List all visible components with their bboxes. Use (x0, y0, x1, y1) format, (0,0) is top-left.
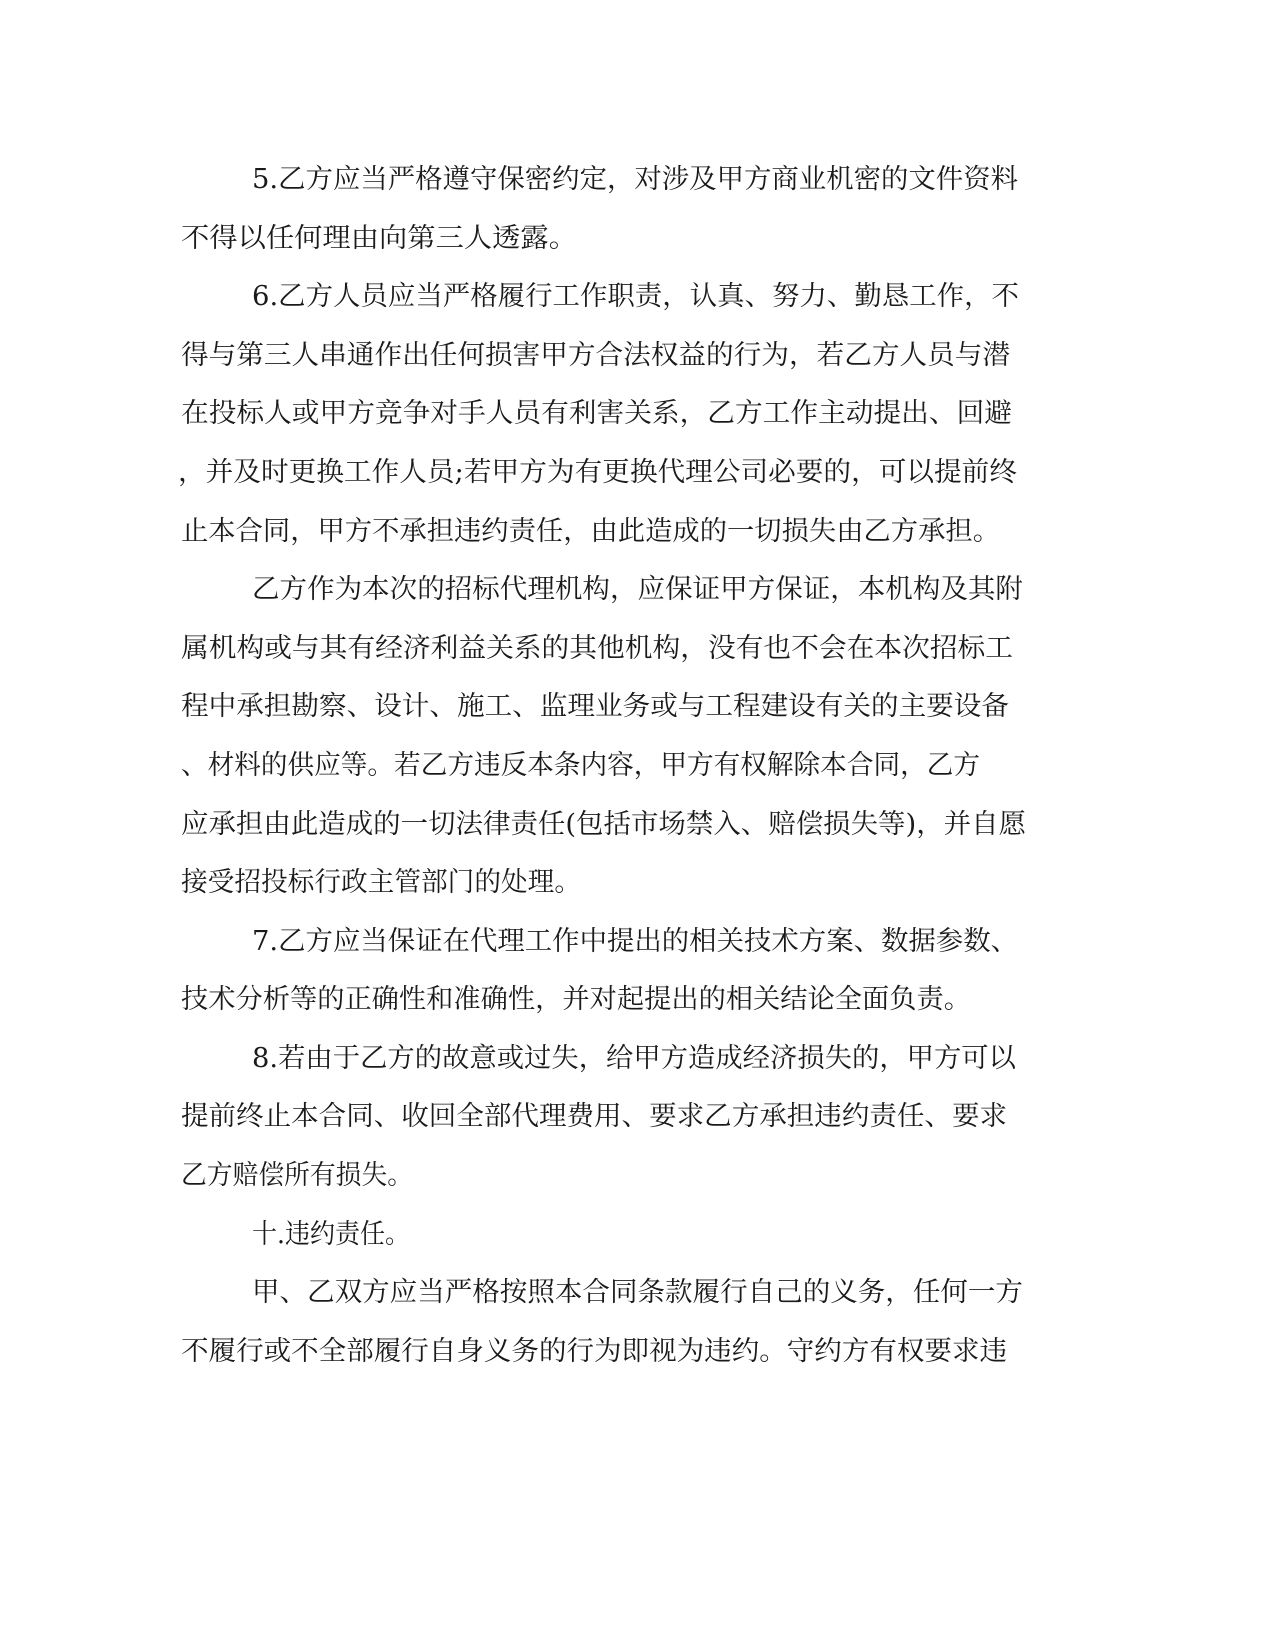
line-text: 技术分析等的正确性和准确性，并对起提出的相关结论全面负责。 (181, 984, 971, 1015)
line-text: 、材料的供应等。若乙方违反本条内容，甲方有权解除本合同，乙方 (181, 750, 980, 781)
text-line (0, 1156, 1275, 1196)
line-text: 不履行或不全部履行自身义务的行为即视为违约。守约方有权要求违 (181, 1336, 1008, 1367)
line-text: 甲、乙双方应当严格按照本合同条款履行自己的义务，任何一方 (252, 1277, 1023, 1308)
line-text: 5.乙方应当严格遵守保密约定，对涉及甲方商业机密的文件资料 (252, 164, 1019, 195)
text-line (0, 805, 1275, 845)
text-line (0, 277, 1275, 317)
line-text: 程中承担勘察、设计、施工、监理业务或与工程建设有关的主要设备 (181, 691, 1009, 722)
line-text: 7.乙方应当保证在代理工作中提出的相关技术方案、数据参数、 (252, 926, 1019, 957)
text-line (0, 394, 1275, 434)
text-line (0, 219, 1275, 259)
text-line (0, 922, 1275, 962)
line-text: 应承担由此造成的一切法律责任(包括市场禁入、赔偿损失等)，并自愿 (181, 809, 1027, 840)
line-text: 在投标人或甲方竞争对手人员有利害关系，乙方工作主动提出、回避 (181, 398, 1012, 429)
text-line (0, 863, 1275, 903)
text-line (0, 512, 1275, 552)
text-line (0, 1332, 1275, 1372)
text-line (0, 453, 1275, 493)
line-text: ，并及时更换工作人员;若甲方为有更换代理公司必要的，可以提前终 (178, 457, 1018, 488)
line-text: 属机构或与其有经济利益关系的其他机构，没有也不会在本次招标工 (181, 633, 1014, 664)
line-text: 乙方作为本次的招标代理机构，应保证甲方保证，本机构及其附 (252, 574, 1023, 605)
line-text: 乙方赔偿所有损失。 (181, 1160, 413, 1191)
line-text: 提前终止本合同、收回全部代理费用、要求乙方承担违约责任、要求 (181, 1101, 1008, 1132)
line-text: 6.乙方人员应当严格履行工作职责，认真、努力、勤恳工作，不 (252, 281, 1019, 312)
text-line (0, 746, 1275, 786)
text-line (0, 160, 1275, 200)
line-text: 得与第三人串通作出任何损害甲方合法权益的行为，若乙方人员与潜 (181, 340, 1011, 371)
line-text: 不得以任何理由向第三人透露。 (181, 223, 577, 254)
text-line (0, 687, 1275, 727)
line-text: 8.若由于乙方的故意或过失，给甲方造成经济损失的，甲方可以 (252, 1043, 1016, 1074)
line-text: 接受招投标行政主管部门的处理。 (181, 867, 582, 898)
text-line (0, 336, 1275, 376)
text-line (0, 1039, 1275, 1079)
text-line (0, 1097, 1275, 1137)
text-line (0, 1273, 1275, 1313)
text-line (0, 1215, 1275, 1255)
line-text: 止本合同，甲方不承担违约责任，由此造成的一切损失由乙方承担。 (181, 516, 1000, 547)
text-line (0, 980, 1275, 1020)
line-text: 十.违约责任。 (252, 1219, 411, 1250)
text-line (0, 570, 1275, 610)
text-line (0, 629, 1275, 669)
